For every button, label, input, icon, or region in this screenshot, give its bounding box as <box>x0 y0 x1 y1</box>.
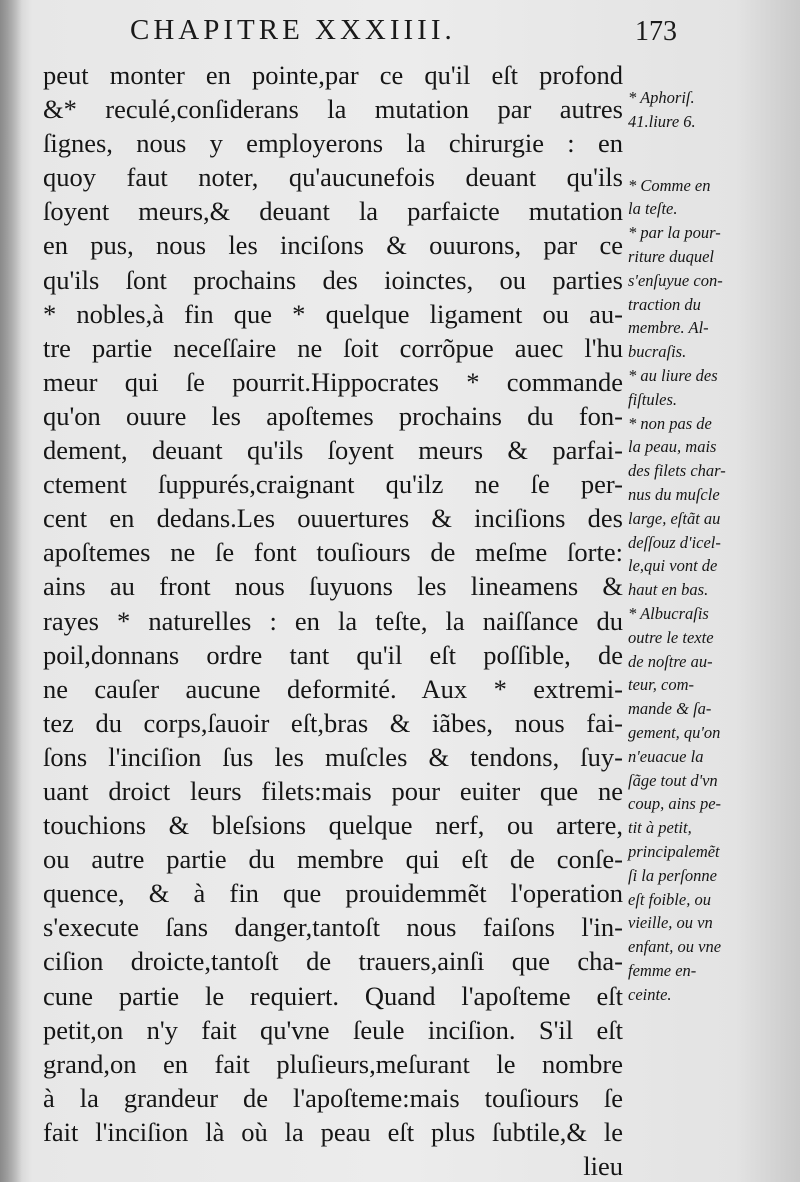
text-line: meur qui ſe pourrit.Hippocrates * commande <box>43 366 623 397</box>
margin-note-line: * Aphoriſ. <box>628 88 695 107</box>
margin-note <box>628 364 788 412</box>
main-text-block <box>43 58 623 1182</box>
margin-note-line: ſi la perſonne <box>628 865 717 885</box>
text-line: apoſtemes ne ſe font touſiours de meſme ſorte: <box>43 537 623 568</box>
text-line: ſoyent meurs,& deuant la parfaicte mutation <box>43 196 623 227</box>
margin-note-line: fiſtules. <box>628 389 678 409</box>
text-line: qu'on ouure les apoſtemes prochains du fon- <box>43 400 623 431</box>
margin-note-line: tit à petit, <box>628 818 692 838</box>
page-header <box>130 14 690 54</box>
text-line: grand,on en fait pluſieurs,meſurant le nombre <box>43 1048 623 1079</box>
page-gutter-shadow <box>0 0 22 1182</box>
text-line: ne cauſer aucune deformité. Aux * extremi- <box>43 673 623 704</box>
margin-note-line: vieille, ou vn <box>628 913 713 933</box>
margin-note-line: de noſtre au- <box>628 651 713 671</box>
margin-note <box>628 221 788 364</box>
margin-note-line: la peau, mais <box>628 437 717 457</box>
text-line: cent en dedans.Les ouuertures & inciſions des <box>43 503 623 534</box>
margin-note-line: outre le texte <box>628 627 714 647</box>
margin-note-line: coup, ains pe- <box>628 794 722 814</box>
running-head: CHAPITRE XXXIIII. <box>130 14 456 46</box>
margin-note-line: s'enſuyue con- <box>628 270 723 290</box>
catchword: lieu <box>583 1151 623 1181</box>
margin-note-line: des filets char- <box>628 461 726 481</box>
text-line: uant droict leurs filets:mais pour euiter que ne <box>43 775 623 806</box>
margin-note-line: large, eſtãt au <box>628 508 721 528</box>
margin-notes <box>628 86 788 1006</box>
margin-note-line: membre. Al- <box>628 318 709 338</box>
text-line: cune partie le requiert. Quand l'apoſteme eſt <box>43 980 623 1011</box>
margin-note-line: riture duquel <box>628 246 715 266</box>
margin-note-line: * Albucraſis <box>628 603 709 623</box>
text-line: tez du corps,ſauoir eſt,bras & iãbes, nous fai- <box>43 707 623 738</box>
margin-note-line: haut en bas. <box>628 580 709 600</box>
text-line: qu'ils ſont prochains des ioinctes, ou parties <box>43 264 623 295</box>
text-line: ou autre partie du membre qui eſt de conſe- <box>43 844 623 875</box>
margin-note-line: n'euacue la <box>628 746 704 766</box>
text-line: * nobles,à fin que * quelque ligament ou au- <box>43 298 623 329</box>
text-line: à la grandeur de l'apoſteme:mais touſiours ſe <box>43 1082 623 1113</box>
margin-note-line: ceinte. <box>628 984 672 1004</box>
text-line: ſignes, nous y employerons la chirurgie : en <box>43 128 623 159</box>
margin-note-line: * Comme en <box>628 175 711 195</box>
margin-note <box>628 602 788 1007</box>
margin-note <box>628 174 788 222</box>
margin-note-line: femme en- <box>628 960 697 980</box>
margin-note-line: bucraſis. <box>628 342 687 362</box>
margin-note <box>628 86 788 134</box>
text-line: touchions & bleſsions quelque nerf, ou artere, <box>43 810 623 841</box>
text-line: poil,donnans ordre tant qu'il eſt poſſible, de <box>43 639 623 670</box>
text-line: fait l'inciſion là où la peau eſt plus ſubtile,& le <box>43 1116 623 1147</box>
margin-note <box>628 412 788 602</box>
text-line: en pus, nous les inciſons & ouurons, par ce <box>43 230 623 261</box>
text-line: petit,on n'y fait qu'vne ſeule inciſion. S'il eſt <box>43 1014 623 1045</box>
margin-note-line: * par la pour- <box>628 223 721 243</box>
text-line: ctement ſuppurés,craignant qu'ilz ne ſe per- <box>43 469 623 500</box>
margin-note-line: 41.liure 6. <box>628 111 696 131</box>
text-line: ciſion droicte,tantoſt de trauers,ainſi que cha- <box>43 946 623 977</box>
text-line: ains au front nous ſuyuons les lineamens & <box>43 571 623 602</box>
text-line: peut monter en pointe,par ce qu'il eſt profond <box>43 60 623 90</box>
text-line: quence, & à fin que prouidemmẽt l'operation <box>43 878 623 909</box>
margin-note-line: principalemẽt <box>628 841 720 861</box>
margin-note-line: gement, qu'on <box>628 722 721 742</box>
margin-note-line: * au liure des <box>628 365 718 385</box>
text-line: s'execute ſans danger,tantoſt nous faiſons l'in- <box>43 912 623 943</box>
margin-note-line: * non pas de <box>628 413 712 433</box>
text-line: &* reculé,conſiderans la mutation par autres <box>43 94 623 125</box>
margin-note-line: la teſte. <box>628 199 678 219</box>
page-number: 173 <box>635 16 677 47</box>
text-line: quoy faut noter, qu'aucunefois deuant qu'ils <box>43 162 623 193</box>
margin-note-line: nus du muſcle <box>628 484 720 504</box>
margin-note-line: eſt foible, ou <box>628 889 711 909</box>
text-line: dement, deuant qu'ils ſoyent meurs & parfai- <box>43 435 623 466</box>
margin-note-line: teur, com- <box>628 675 694 695</box>
margin-note-line: ſãge tout d'vn <box>628 770 718 790</box>
margin-note-line: enfant, ou vne <box>628 937 722 957</box>
margin-note-line: mande & ſa- <box>628 699 712 719</box>
text-line: tre partie neceſſaire ne ſoit corrõpue auec l'hu <box>43 332 623 363</box>
margin-note-line: le,qui vont de <box>628 556 718 576</box>
margin-note-line: traction du <box>628 294 701 314</box>
text-line: ſons l'inciſion ſus les muſcles & tendons, ſuy- <box>43 741 623 772</box>
margin-note-line: deſſouz d'icel- <box>628 532 721 552</box>
text-line: rayes * naturelles : en la teſte, la naiſſance du <box>43 605 623 636</box>
